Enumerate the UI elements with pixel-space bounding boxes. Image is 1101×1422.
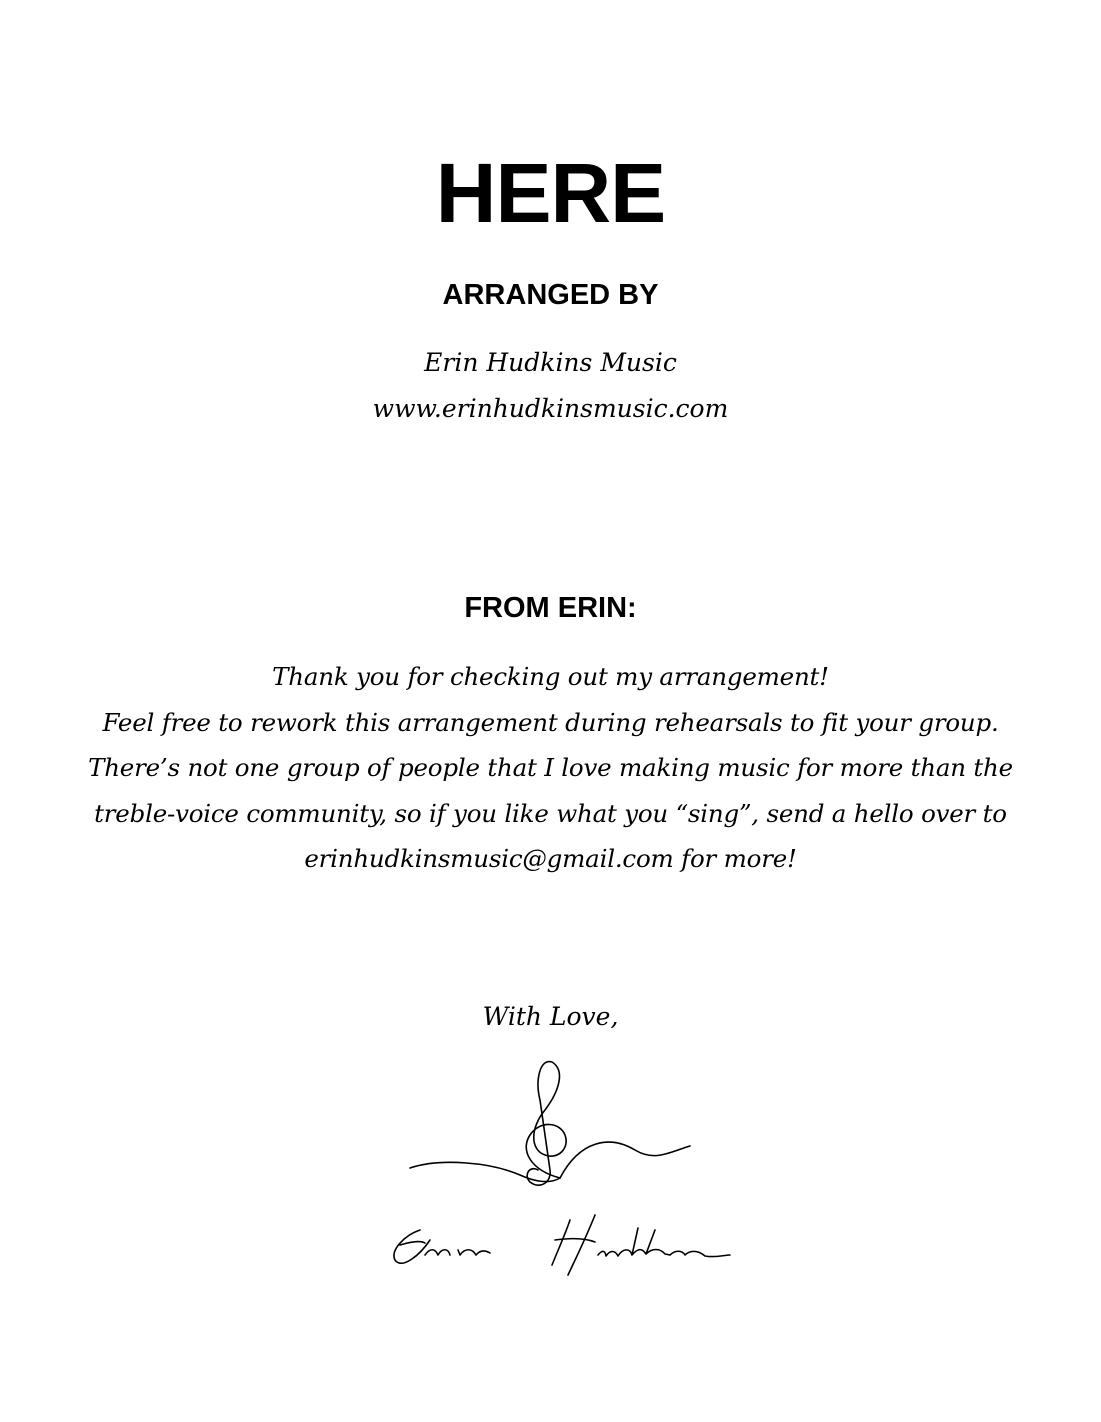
song-title: HERE (435, 146, 666, 240)
arranged-by-heading: ARRANGED BY (442, 279, 659, 311)
arranger-name: Erin Hudkins Music (424, 348, 677, 377)
arranger-credit (0, 340, 1101, 432)
message-line: Thank you for checking out my arrangement! (272, 662, 829, 691)
message-line: Feel free to rework this arrangement during rehearsals to fit your group. (102, 707, 999, 737)
message-line: erinhudkinsmusic@gmail.com for more! (304, 844, 797, 873)
from-erin-heading: FROM ERIN: (464, 592, 637, 624)
arranger-website: www.erinhudkinsmusic.com (372, 394, 729, 423)
signature (380, 1050, 740, 1280)
message-line: treble-voice community, so if you like what you “sing”, send a hello over to (94, 798, 1007, 828)
message-line: There’s not one group of people that I love making music for more than the (88, 753, 1013, 782)
message-body (0, 654, 1101, 882)
treble-clef-signature-icon (380, 1050, 740, 1280)
closing-text: With Love, (482, 1002, 619, 1031)
